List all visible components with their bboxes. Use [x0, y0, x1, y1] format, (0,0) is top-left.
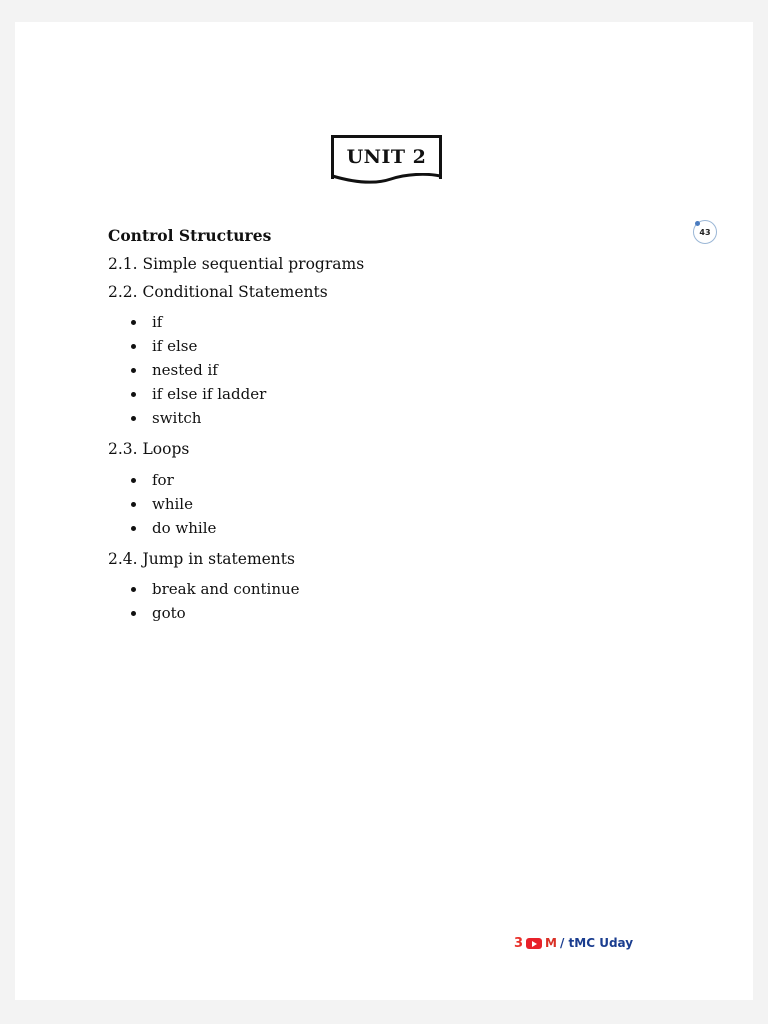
bullet-list [108, 577, 668, 625]
list-item-label: goto [152, 603, 186, 622]
bullet-icon [131, 368, 136, 373]
bullet-icon [131, 587, 136, 592]
logo-mark: 3 [514, 935, 524, 951]
list-item-label: nested if [152, 361, 218, 380]
section-title: 2.2. Conditional Statements [108, 283, 328, 302]
list-item-label: switch [152, 409, 202, 428]
section-title: 2.4. Jump in statements [108, 549, 295, 568]
list-item [152, 468, 668, 492]
bullet-icon [131, 611, 136, 616]
list-item-label: if else if ladder [152, 385, 267, 404]
bullet-list [108, 468, 668, 540]
logo-text: / tMC Uday [560, 936, 634, 950]
gmail-icon: M [545, 936, 557, 950]
list-item-label: while [152, 494, 193, 513]
bullet-icon [131, 478, 136, 483]
list-item-label: do while [152, 518, 217, 537]
youtube-icon [526, 938, 542, 949]
list-item-label: if [152, 313, 163, 332]
section-title: 2.3. Loops [108, 440, 190, 459]
list-item-label: for [152, 470, 174, 489]
list-item [152, 334, 668, 358]
list-item [152, 310, 668, 334]
list-item [152, 382, 668, 406]
banner-wave-border [331, 173, 442, 185]
bullet-icon [131, 416, 136, 421]
page-number-badge [693, 220, 717, 244]
list-item [152, 601, 668, 625]
list-item [152, 492, 668, 516]
page-number: 43 [699, 227, 711, 237]
unit-title: UNIT 2 [346, 145, 427, 168]
list-item-label: if else [152, 337, 198, 356]
list-item-label: break and continue [152, 579, 300, 598]
list-item [152, 516, 668, 540]
section-heading: Control Structures [108, 226, 272, 245]
bullet-icon [131, 344, 136, 349]
bullet-list [108, 310, 668, 430]
list-item [152, 358, 668, 382]
list-item [152, 406, 668, 430]
section-title: 2.1. Simple sequential programs [108, 255, 365, 274]
unit-banner [331, 135, 442, 179]
badge-dot-icon [695, 221, 700, 226]
bullet-icon [131, 392, 136, 397]
list-item [152, 577, 668, 601]
watermark-logo [514, 933, 633, 953]
bullet-icon [131, 526, 136, 531]
bullet-icon [131, 502, 136, 507]
bullet-icon [131, 320, 136, 325]
unit-contents [108, 226, 668, 634]
